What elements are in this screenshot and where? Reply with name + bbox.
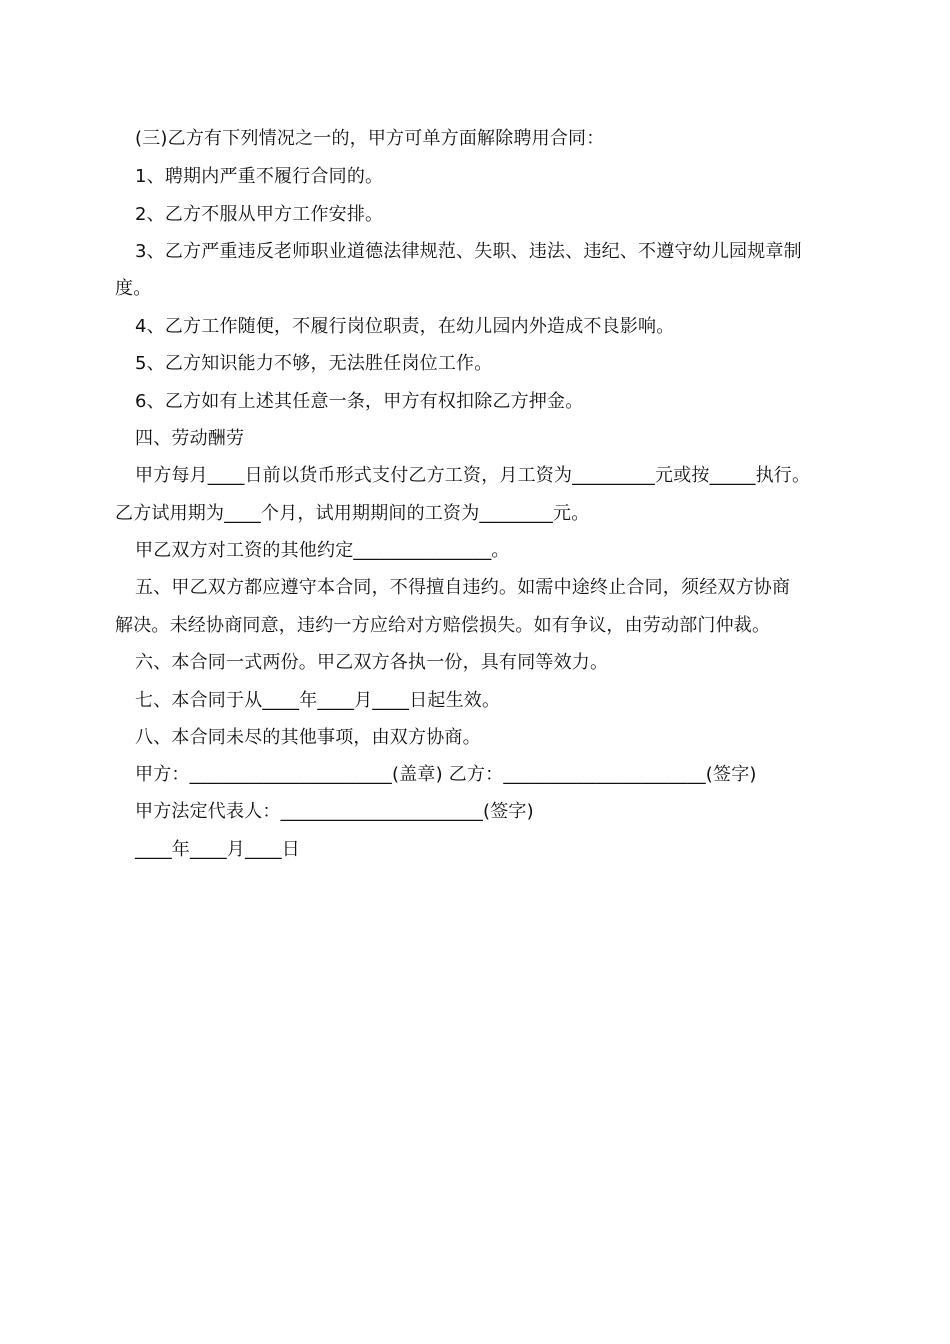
salary-other-agreement-line: 甲乙双方对工资的其他约定_______________。 [135,540,510,561]
probation-salary-line: 乙方试用期为____个月，试用期期间的工资为________元。 [115,503,590,524]
salary-payment-line: 甲方每月____日前以货币形式支付乙方工资，月工资为_________元或按_____执行。 [135,465,811,486]
date-line: ____年____月____日 [135,839,300,860]
legal-representative-signature-line: 甲方法定代表人：______________________(签字) [135,801,534,822]
clause-item-5: 5、乙方知识能力不够，无法胜任岗位工作。 [135,353,493,374]
clause-item-4: 4、乙方工作随便，不履行岗位职责，在幼儿园内外造成不良影响。 [135,316,675,337]
clause-3-heading: (三)乙方有下列情况之一的，甲方可单方面解除聘用合同： [135,128,605,149]
section-5-line-2: 解决。未经协商同意，违约一方应给对方赔偿损失。如有争议，由劳动部门仲裁。 [115,615,771,636]
section-7-line: 七、本合同于从____年____月____日起生效。 [135,690,501,711]
clause-item-3: 3、乙方严重违反老师职业道德法律规范、失职、违法、违纪、不遵守幼儿园规章制 [135,241,802,262]
section-5-line-1: 五、甲乙双方都应遵守本合同，不得擅自违约。如需中途终止合同，须经双方协商 [135,577,791,598]
clause-item-2: 2、乙方不服从甲方工作安排。 [135,204,384,225]
clause-item-6: 6、乙方如有上述其任意一条，甲方有权扣除乙方押金。 [135,391,584,412]
section-4-heading: 四、劳动酬劳 [135,428,245,449]
section-8-line: 八、本合同未尽的其他事项，由双方协商。 [135,727,481,748]
signature-parties-line: 甲方：______________________(盖章) 乙方：______________________(签字) [135,764,757,785]
clause-item-3-continued: 度。 [115,278,152,299]
section-6-line: 六、本合同一式两份。甲乙双方各执一份，具有同等效力。 [135,652,609,673]
clause-item-1: 1、聘期内严重不履行合同的。 [135,166,384,187]
